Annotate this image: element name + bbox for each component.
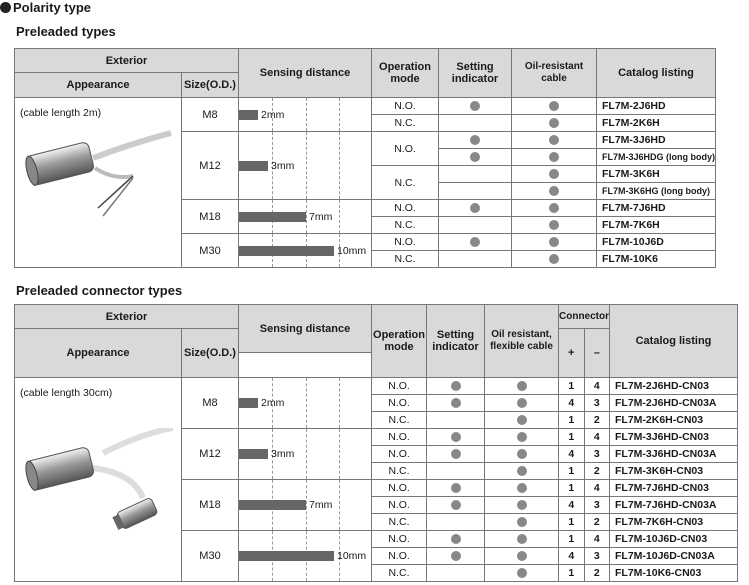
- connector-plus-cell: 1: [559, 378, 585, 395]
- connector-minus-cell: 3: [584, 446, 610, 463]
- setting-indicator-cell: [439, 132, 512, 149]
- oil-cable-cell: [512, 217, 597, 234]
- filled-circle-icon: [549, 254, 559, 264]
- oil-cable-cell: [485, 497, 559, 514]
- section-title-preleaded: Preleaded types: [16, 24, 116, 39]
- sensing-distance-label: 7mm: [309, 210, 333, 223]
- setting-indicator-cell: [439, 251, 512, 268]
- page-title: Polarity type: [0, 0, 91, 15]
- operation-mode-cell: N.C.: [372, 412, 427, 429]
- connector-plus-cell: 4: [559, 446, 585, 463]
- catalog-cell: FL7M-7J6HD-CN03: [610, 480, 738, 497]
- setting-indicator-cell: [427, 531, 485, 548]
- setting-indicator-cell: [427, 548, 485, 565]
- sensing-header: Sensing distance: [239, 49, 372, 98]
- setting-indicator-cell: [439, 183, 512, 200]
- sensing-gridline: [339, 98, 340, 131]
- connector-minus-cell: 2: [584, 565, 610, 582]
- oil-cable-cell: [485, 514, 559, 531]
- connector-minus-cell: 4: [584, 429, 610, 446]
- size-cell: M8: [182, 378, 239, 429]
- sensing-distance-label: 2mm: [261, 397, 285, 409]
- connector-plus-cell: 1: [559, 531, 585, 548]
- preleaded-table: [14, 48, 716, 268]
- connector-plus-cell: 1: [559, 514, 585, 531]
- setting-header: Setting indicator: [439, 49, 512, 98]
- catalog-cell: FL7M-3K6H-CN03: [610, 463, 738, 480]
- oil-cable-cell: [512, 200, 597, 217]
- filled-circle-icon: [549, 101, 559, 111]
- filled-circle-icon: [517, 466, 527, 476]
- filled-circle-icon: [549, 203, 559, 213]
- oil-cable-cell: [485, 446, 559, 463]
- section-title-connector: Preleaded connector types: [16, 283, 183, 298]
- connector-table: [14, 304, 738, 582]
- operation-mode-cell: N.C.: [372, 514, 427, 531]
- setting-indicator-cell: [427, 463, 485, 480]
- filled-circle-icon: [451, 483, 461, 493]
- catalog-cell: FL7M-7J6HD: [597, 200, 716, 217]
- setting-indicator-cell: [439, 200, 512, 217]
- size-cell: M30: [182, 234, 239, 268]
- filled-circle-icon: [517, 432, 527, 442]
- operation-mode-cell: N.C.: [372, 463, 427, 480]
- filled-circle-icon: [517, 483, 527, 493]
- connector-minus-cell: 4: [584, 378, 610, 395]
- catalog-cell: FL7M-2J6HD: [597, 98, 716, 115]
- filled-circle-icon: [549, 135, 559, 145]
- filled-circle-icon: [517, 500, 527, 510]
- connector-plus-cell: 4: [559, 548, 585, 565]
- connector-minus-cell: 3: [584, 497, 610, 514]
- operation-mode-cell: N.C.: [372, 166, 439, 200]
- sensing-distance-cell: [239, 480, 372, 531]
- sensor-image: [23, 128, 173, 248]
- oil-cable-cell: [512, 149, 597, 166]
- oil-cable-cell: [485, 412, 559, 429]
- sensing-distance-cell: [239, 200, 372, 234]
- filled-circle-icon: [470, 135, 480, 145]
- sensing-gridline: [339, 200, 340, 233]
- catalog-header: Catalog listing: [597, 49, 716, 98]
- appearance-cell: [15, 378, 182, 582]
- connector-minus-header: –: [584, 329, 610, 378]
- sensing-distance-label: 2mm: [261, 108, 285, 121]
- operation-mode-cell: N.O.: [372, 132, 439, 166]
- sensing-distance-label: 10mm: [337, 244, 367, 257]
- filled-circle-icon: [517, 568, 527, 578]
- connector-plus-header: +: [559, 329, 585, 378]
- size-header: Size(O.D.): [182, 73, 239, 98]
- filled-circle-icon: [470, 237, 480, 247]
- sensing-distance-bar: [239, 551, 334, 561]
- catalog-cell: FL7M-3K6H: [597, 166, 716, 183]
- filled-circle-icon: [549, 169, 559, 179]
- setting-indicator-cell: [439, 217, 512, 234]
- setting-indicator-cell: [427, 497, 485, 514]
- size-cell: M18: [182, 480, 239, 531]
- connector-minus-cell: 3: [584, 548, 610, 565]
- sensing-distance-bar: [239, 500, 306, 510]
- sensing-distance-label: 3mm: [271, 448, 295, 460]
- filled-circle-icon: [517, 381, 527, 391]
- size-cell: M18: [182, 200, 239, 234]
- oil-cable-cell: [485, 565, 559, 582]
- setting-header: Setting indicator: [427, 305, 485, 378]
- appearance-caption: (cable length 30cm): [20, 387, 113, 399]
- setting-indicator-cell: [439, 166, 512, 183]
- appearance-cell: [15, 98, 182, 268]
- oil-cable-cell: [512, 251, 597, 268]
- catalog-cell: FL7M-10K6: [597, 251, 716, 268]
- filled-circle-icon: [549, 118, 559, 128]
- oil-cable-cell: [485, 378, 559, 395]
- operation-header: Operation mode: [372, 49, 439, 98]
- connector-minus-cell: 4: [584, 480, 610, 497]
- table-row: [15, 98, 716, 115]
- connector-minus-cell: 4: [584, 531, 610, 548]
- filled-circle-icon: [451, 432, 461, 442]
- exterior-header: Exterior: [15, 305, 239, 329]
- oil-cable-cell: [512, 132, 597, 149]
- filled-circle-icon: [451, 398, 461, 408]
- appearance-caption: (cable length 2m): [20, 107, 102, 119]
- setting-indicator-cell: [439, 149, 512, 166]
- sensing-gridline: [339, 480, 340, 530]
- filled-circle-icon: [549, 237, 559, 247]
- oil-cable-cell: [512, 234, 597, 251]
- catalog-cell: FL7M-10J6D: [597, 234, 716, 251]
- sensing-distance-bar: [239, 398, 258, 408]
- operation-mode-cell: N.C.: [372, 217, 439, 234]
- oil-cable-cell: [485, 480, 559, 497]
- filled-circle-icon: [470, 152, 480, 162]
- sensing-distance-cell: [239, 429, 372, 480]
- connector-plus-cell: 4: [559, 497, 585, 514]
- oil-cable-cell: [512, 115, 597, 132]
- oil-cable-cell: [512, 98, 597, 115]
- operation-mode-cell: N.O.: [372, 200, 439, 217]
- filled-circle-icon: [470, 101, 480, 111]
- filled-circle-icon: [451, 500, 461, 510]
- setting-indicator-cell: [427, 480, 485, 497]
- connector-sensor-image: [23, 428, 173, 548]
- sensing-distance-cell: [239, 378, 372, 429]
- size-header: Size(O.D.): [182, 329, 239, 378]
- setting-indicator-cell: [427, 395, 485, 412]
- catalog-cell: FL7M-2J6HD-CN03: [610, 378, 738, 395]
- sensing-distance-label: 3mm: [271, 159, 295, 172]
- sensing-gridline: [339, 132, 340, 199]
- connector-minus-cell: 2: [584, 412, 610, 429]
- appearance-header: Appearance: [15, 329, 182, 378]
- operation-mode-cell: N.O.: [372, 378, 427, 395]
- sensing-distance-bar: [239, 246, 334, 256]
- catalog-cell: FL7M-7K6H: [597, 217, 716, 234]
- setting-indicator-cell: [427, 378, 485, 395]
- filled-circle-icon: [470, 203, 480, 213]
- sensing-distance-cell: [239, 98, 372, 132]
- sensing-distance-label: 10mm: [337, 550, 367, 562]
- oil-cable-cell: [485, 531, 559, 548]
- connector-plus-cell: 4: [559, 395, 585, 412]
- appearance-header: Appearance: [15, 73, 182, 98]
- setting-indicator-cell: [427, 429, 485, 446]
- operation-mode-cell: N.O.: [372, 98, 439, 115]
- operation-mode-cell: N.O.: [372, 395, 427, 412]
- catalog-cell: FL7M-3J6HD-CN03: [610, 429, 738, 446]
- sensing-gridline: [306, 98, 307, 131]
- sensing-distance-bar: [239, 161, 268, 171]
- setting-indicator-cell: [439, 115, 512, 132]
- size-cell: M30: [182, 531, 239, 582]
- oil-cable-cell: [485, 395, 559, 412]
- bullet-icon: [0, 2, 11, 13]
- operation-header: Operation mode: [372, 305, 427, 378]
- setting-indicator-cell: [427, 514, 485, 531]
- catalog-cell: FL7M-10J6D-CN03A: [610, 548, 738, 565]
- operation-mode-cell: N.C.: [372, 115, 439, 132]
- connector-minus-cell: 3: [584, 395, 610, 412]
- sensing-gridline: [306, 132, 307, 199]
- filled-circle-icon: [517, 449, 527, 459]
- table-row: [15, 378, 738, 395]
- operation-mode-cell: N.C.: [372, 565, 427, 582]
- size-cell: M12: [182, 429, 239, 480]
- filled-circle-icon: [451, 449, 461, 459]
- filled-circle-icon: [517, 398, 527, 408]
- filled-circle-icon: [451, 381, 461, 391]
- sensing-distance-label: 7mm: [309, 499, 333, 511]
- oil-cable-cell: [485, 548, 559, 565]
- catalog-cell: FL7M-7K6H-CN03: [610, 514, 738, 531]
- catalog-header: Catalog listing: [610, 305, 738, 378]
- sensing-header: Sensing distance: [239, 305, 372, 353]
- sensing-distance-bar: [239, 449, 268, 459]
- operation-mode-cell: N.O.: [372, 531, 427, 548]
- connector-plus-cell: 1: [559, 480, 585, 497]
- oil-header: Oil-resistant cable: [512, 49, 597, 98]
- catalog-cell: FL7M-3J6HDG (long body): [597, 149, 716, 166]
- catalog-cell: FL7M-2K6H: [597, 115, 716, 132]
- filled-circle-icon: [549, 186, 559, 196]
- sensing-gridline: [306, 378, 307, 428]
- sensing-gridline: [306, 480, 307, 530]
- setting-indicator-cell: [427, 412, 485, 429]
- oil-cable-cell: [485, 429, 559, 446]
- filled-circle-icon: [517, 551, 527, 561]
- operation-mode-cell: N.O.: [372, 234, 439, 251]
- catalog-cell: FL7M-2J6HD-CN03A: [610, 395, 738, 412]
- setting-indicator-cell: [439, 98, 512, 115]
- size-cell: M12: [182, 132, 239, 200]
- sensing-distance-bar: [239, 110, 258, 120]
- oil-cable-cell: [512, 166, 597, 183]
- catalog-cell: FL7M-7J6HD-CN03A: [610, 497, 738, 514]
- sensing-gridline: [306, 200, 307, 233]
- operation-mode-cell: N.O.: [372, 480, 427, 497]
- catalog-cell: FL7M-3J6HD-CN03A: [610, 446, 738, 463]
- filled-circle-icon: [517, 534, 527, 544]
- connector-plus-cell: 1: [559, 565, 585, 582]
- filled-circle-icon: [451, 534, 461, 544]
- filled-circle-icon: [549, 152, 559, 162]
- operation-mode-cell: N.O.: [372, 429, 427, 446]
- sensing-gridline: [339, 429, 340, 479]
- filled-circle-icon: [549, 220, 559, 230]
- sensing-distance-cell: [239, 234, 372, 268]
- catalog-cell: FL7M-3K6HG (long body): [597, 183, 716, 200]
- connector-minus-cell: 2: [584, 463, 610, 480]
- size-cell: M8: [182, 98, 239, 132]
- sensing-gridline: [306, 429, 307, 479]
- operation-mode-cell: N.O.: [372, 548, 427, 565]
- connector-header: Connector: [559, 305, 610, 329]
- sensing-distance-cell: [239, 531, 372, 582]
- filled-circle-icon: [451, 551, 461, 561]
- setting-indicator-cell: [427, 565, 485, 582]
- catalog-cell: FL7M-10K6-CN03: [610, 565, 738, 582]
- filled-circle-icon: [517, 517, 527, 527]
- connector-minus-cell: 2: [584, 514, 610, 531]
- setting-indicator-cell: [439, 234, 512, 251]
- catalog-cell: FL7M-2K6H-CN03: [610, 412, 738, 429]
- sensing-distance-bar: [239, 212, 306, 222]
- setting-indicator-cell: [427, 446, 485, 463]
- catalog-cell: FL7M-10J6D-CN03: [610, 531, 738, 548]
- oil-cable-cell: [512, 183, 597, 200]
- connector-plus-cell: 1: [559, 463, 585, 480]
- oil-header: Oil resistant, flexible cable: [485, 305, 559, 378]
- connector-plus-cell: 1: [559, 429, 585, 446]
- oil-cable-cell: [485, 463, 559, 480]
- catalog-cell: FL7M-3J6HD: [597, 132, 716, 149]
- operation-mode-cell: N.O.: [372, 446, 427, 463]
- exterior-header: Exterior: [15, 49, 239, 73]
- sensing-gridline: [339, 378, 340, 428]
- sensing-distance-cell: [239, 132, 372, 200]
- operation-mode-cell: N.O.: [372, 497, 427, 514]
- connector-plus-cell: 1: [559, 412, 585, 429]
- operation-mode-cell: N.C.: [372, 251, 439, 268]
- filled-circle-icon: [517, 415, 527, 425]
